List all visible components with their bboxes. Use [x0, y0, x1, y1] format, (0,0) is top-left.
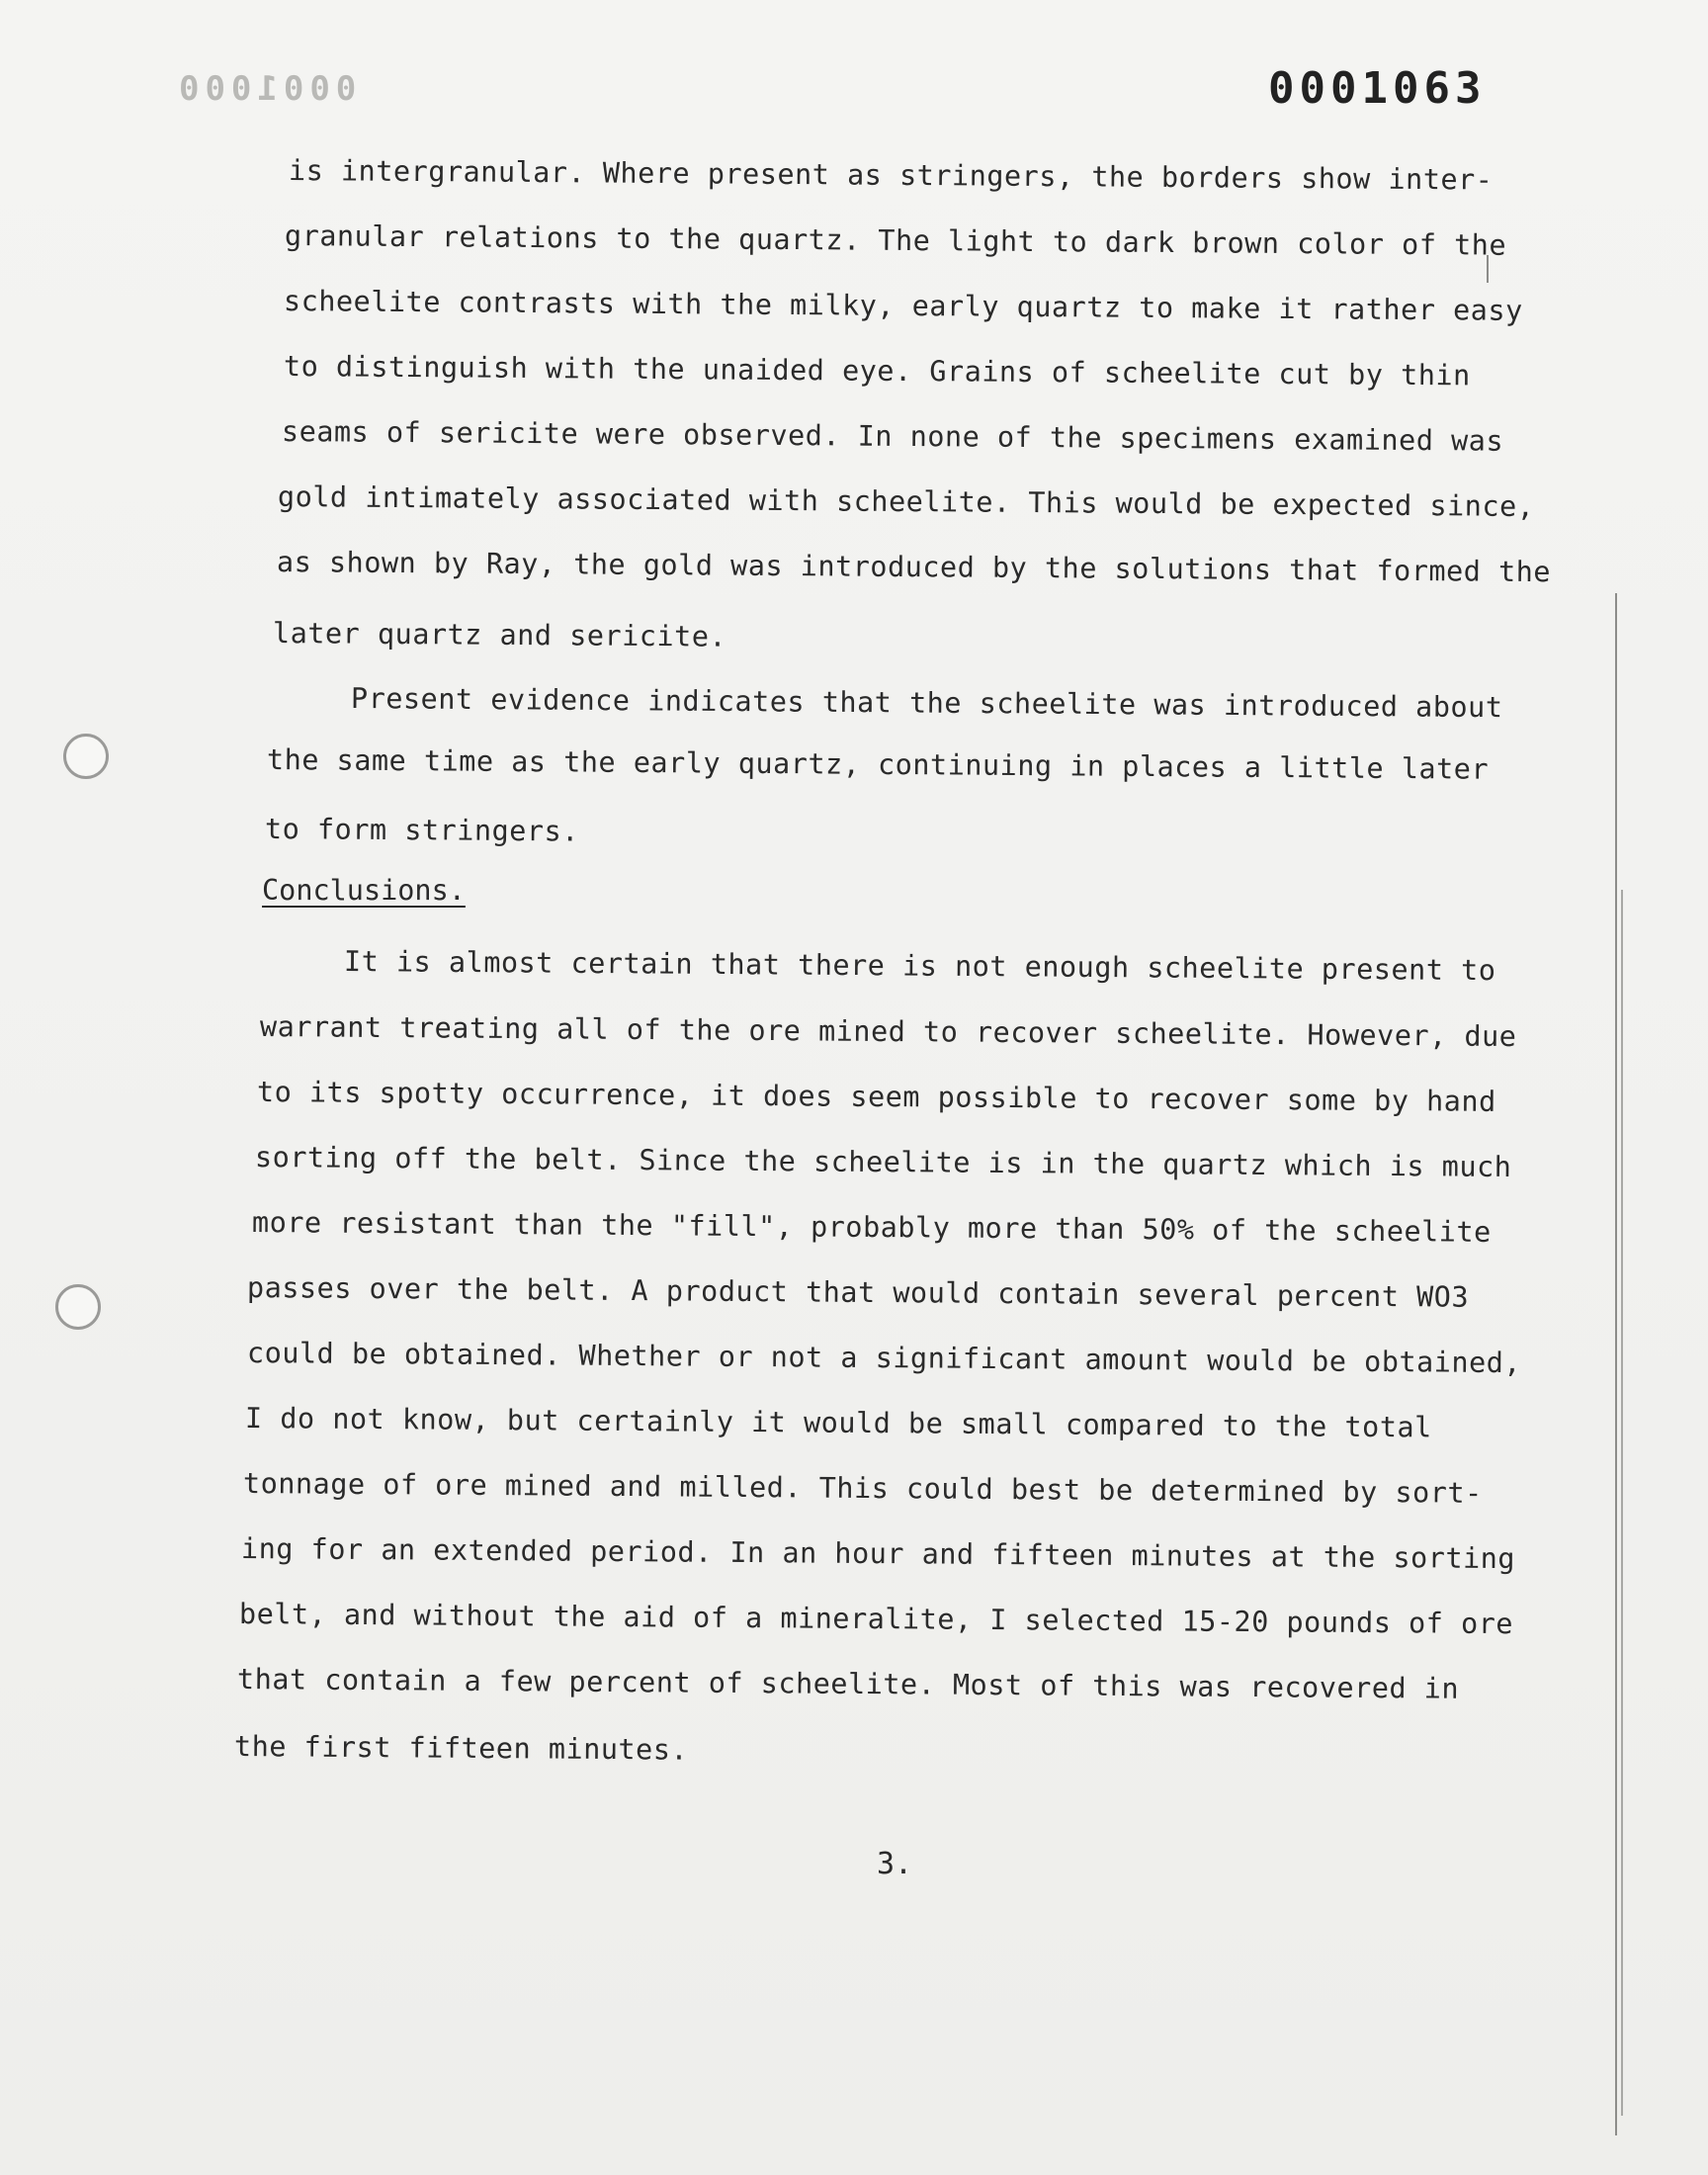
paragraph-3-line: the first fifteen minutes. [233, 1730, 689, 1767]
bleed-through-number: 0001000 [173, 69, 357, 109]
paragraph-3-line: could be obtained. Whether or not a significant amount would be obtained, [246, 1337, 1522, 1380]
paragraph-1-line: gold intimately associated with scheelite. This would be expected since, [277, 480, 1535, 523]
paragraph-3-line: to its spotty occurrence, it does seem possible to recover some by hand [256, 1076, 1496, 1118]
page-edge-line [1621, 890, 1623, 2116]
page-number: 3. [877, 1847, 913, 1881]
paragraph-3-line: belt, and without the aid of a mineralite, I selected 15-20 pounds of ore [238, 1598, 1514, 1641]
paragraph-1-line: as shown by Ray, the gold was introduced by the solutions that formed the [276, 546, 1552, 589]
punch-hole-icon [63, 734, 109, 779]
paragraph-3-line: that contain a few percent of scheelite. Most of this was recovered in [236, 1663, 1460, 1705]
paragraph-3-line: more resistant than the "fill", probably more than 50% of the scheelite [251, 1206, 1492, 1249]
paragraph-3-line: I do not know, but certainly it would be small compared to the total [244, 1402, 1432, 1444]
paragraph-2-line: the same time as the early quartz, continuing in places a little later [266, 743, 1490, 786]
section-heading: Conclusions. [262, 874, 466, 907]
paragraph-3-line: tonnage of ore mined and milled. This could best be determined by sort- [242, 1467, 1483, 1510]
paragraph-2-line: to form stringers. [264, 813, 579, 848]
punch-hole-icon [55, 1284, 101, 1330]
paragraph-1-line: is intergranular. Where present as stringers, the borders show inter- [288, 154, 1494, 197]
paragraph-3-line: sorting off the belt. Since the scheelite is in the quartz which is much [254, 1141, 1512, 1183]
paragraph-1-line: scheelite contrasts with the milky, early quartz to make it rather easy [283, 285, 1523, 327]
paragraph-1-line: to distinguish with the unaided eye. Grains of scheelite cut by thin [283, 350, 1471, 392]
paragraph-3-line: ing for an extended period. In an hour and fifteen minutes at the sorting [240, 1532, 1516, 1576]
paragraph-1-line: seams of sericite were observed. In none of the specimens examined was [281, 415, 1504, 458]
paragraph-3-line: passes over the belt. A product that would contain several percent WO3 [246, 1271, 1470, 1314]
paragraph-3-line: It is almost certain that there is not enough scheelite present to [343, 945, 1496, 988]
paragraph-1-line: later quartz and sericite. [272, 617, 727, 653]
document-number: 0001063 [1268, 63, 1487, 114]
paragraph-2-line: Present evidence indicates that the scheelite was introduced about [350, 682, 1503, 725]
page-edge-line [1615, 593, 1617, 2135]
paragraph-1-line: granular relations to the quartz. The light to dark brown color of the [284, 219, 1507, 262]
paragraph-3-line: warrant treating all of the ore mined to recover scheelite. However, due [259, 1010, 1517, 1053]
